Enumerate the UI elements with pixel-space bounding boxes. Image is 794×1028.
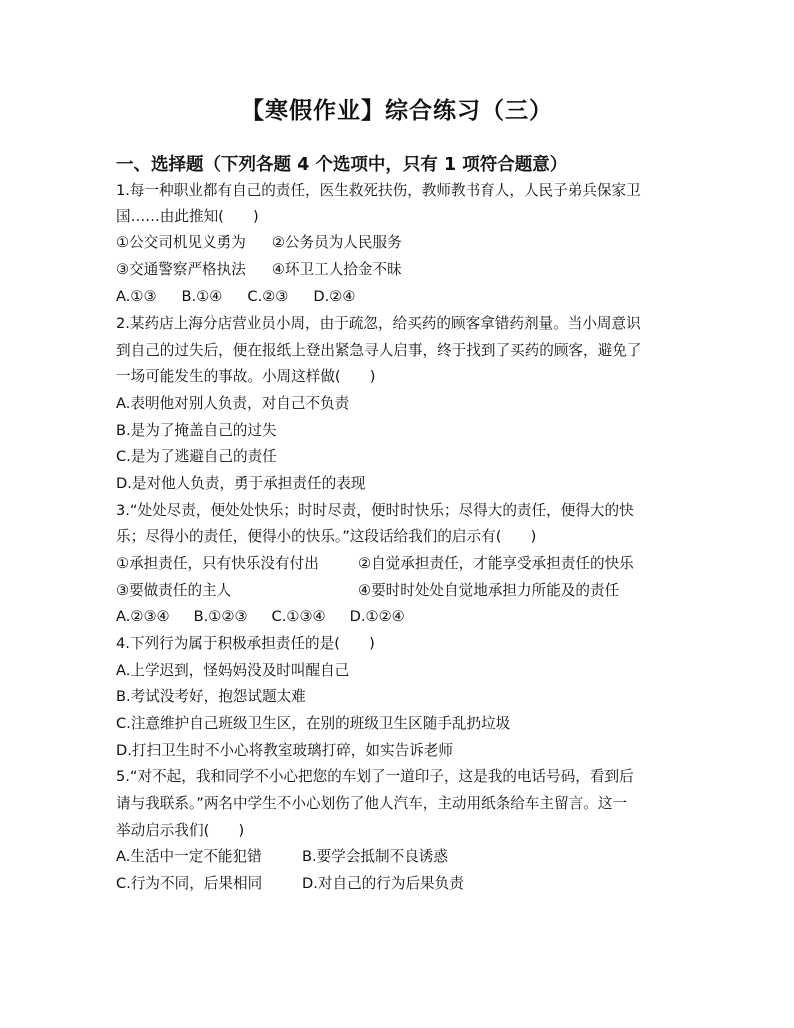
question-2-option-c: C.是为了逃避自己的责任 [116, 448, 277, 465]
question-3-stem-line-1: 3.“处处尽责，便处处快乐；时时尽责，便时时快乐；尽得大的责任，便得大的快 [116, 502, 634, 519]
question-2-stem-line-1: 2.某药店上海分店营业员小周，由于疏忽，给买药的顾客拿错药剂量。当小周意识 [116, 315, 641, 332]
question-2-option-a: A.表明他对别人负责，对自己不负责 [116, 395, 350, 412]
question-5-option-a: A.生活中一定不能犯错 [116, 848, 262, 865]
question-1-options [116, 287, 355, 307]
question-4-option-d: D.打扫卫生时不小心将教室玻璃打碎，如实告诉老师 [116, 742, 453, 759]
question-1-option-a: A.①③ [116, 288, 157, 305]
question-5-options-row-1 [116, 847, 448, 867]
question-4-option-c: C.注意维护自己班级卫生区，在别的班级卫生区随手乱扔垃圾 [116, 715, 511, 732]
question-2-stem-line-2: 到自己的过失后，便在报纸上登出紧急寻人启事，终于找到了买药的顾客，避免了 [116, 342, 642, 359]
question-5-option-d: D.对自己的行为后果负责 [302, 875, 464, 892]
question-5-option-b: B.要学会抵制不良诱惑 [302, 848, 448, 865]
question-3-item-2: ②自觉承担责任，才能享受承担责任的快乐 [358, 555, 634, 572]
question-1-stem-line-2: 国……由此推知( ) [116, 208, 259, 225]
question-1-item-1: ①公交司机见义勇为 [116, 234, 246, 251]
question-3-options [116, 607, 405, 627]
page-title: 【寒假作业】综合练习（三） [241, 98, 553, 124]
question-5-options-row-2 [116, 874, 464, 894]
question-3-option-c: C.①③④ [271, 608, 326, 625]
question-4-option-b: B.考试没考好，抱怨试题太难 [116, 688, 306, 705]
question-3-item-3: ③要做责任的主人 [116, 582, 232, 599]
question-3-item-1: ①承担责任，只有快乐没有付出 [116, 555, 319, 572]
question-5-stem-line-2: 请与我联系。”两名中学生不小心划伤了他人汽车，主动用纸条给车主留言。这一 [116, 795, 628, 812]
question-4-stem: 4.下列行为属于积极承担责任的是( ) [116, 635, 375, 652]
question-1-stem-line-1: 1.每一种职业都有自己的责任，医生救死扶伤，教师教书育人，人民子弟兵保家卫 [116, 182, 641, 199]
question-3-option-b: B.①②③ [193, 608, 248, 625]
question-3-items-row-1 [116, 554, 634, 574]
question-5-stem-line-1: 5.“对不起，我和同学不小心把您的车划了一道印子，这是我的电话号码，看到后 [116, 768, 634, 785]
question-5-stem-line-3: 举动启示我们( ) [116, 822, 245, 839]
question-1-option-d: D.②④ [313, 288, 356, 305]
question-1-items-row-1 [116, 233, 402, 253]
question-1-items-row-2 [116, 260, 402, 280]
question-2-option-d: D.是对他人负责，勇于承担责任的表现 [116, 475, 366, 492]
section-heading: 一、选择题（下列各题 4 个选项中，只有 1 项符合题意） [116, 155, 568, 175]
question-1-item-2: ②公务员为人民服务 [271, 234, 402, 251]
question-3-items-row-2 [116, 581, 619, 601]
question-1-item-3: ③交通警察严格执法 [116, 261, 246, 278]
question-1-option-b: B.①④ [181, 288, 223, 305]
question-3-stem-line-2: 乐；尽得小的责任，便得小的快乐。”这段话给我们的启示有( ) [116, 528, 537, 545]
question-3-option-d: D.①②④ [349, 608, 405, 625]
question-4-option-a: A.上学迟到，怪妈妈没及时叫醒自己 [116, 662, 350, 679]
question-1-item-4: ④环卫工人拾金不昧 [271, 261, 402, 278]
question-3-option-a: A.②③④ [116, 608, 170, 625]
question-2-option-b: B.是为了掩盖自己的过失 [116, 422, 277, 439]
question-1-option-c: C.②③ [247, 288, 289, 305]
question-3-item-4: ④要时时处处自觉地承担力所能及的责任 [358, 582, 620, 599]
question-5-option-c: C.行为不同，后果相同 [116, 875, 263, 892]
question-2-stem-line-3: 一场可能发生的事故。小周这样做( ) [116, 368, 376, 385]
